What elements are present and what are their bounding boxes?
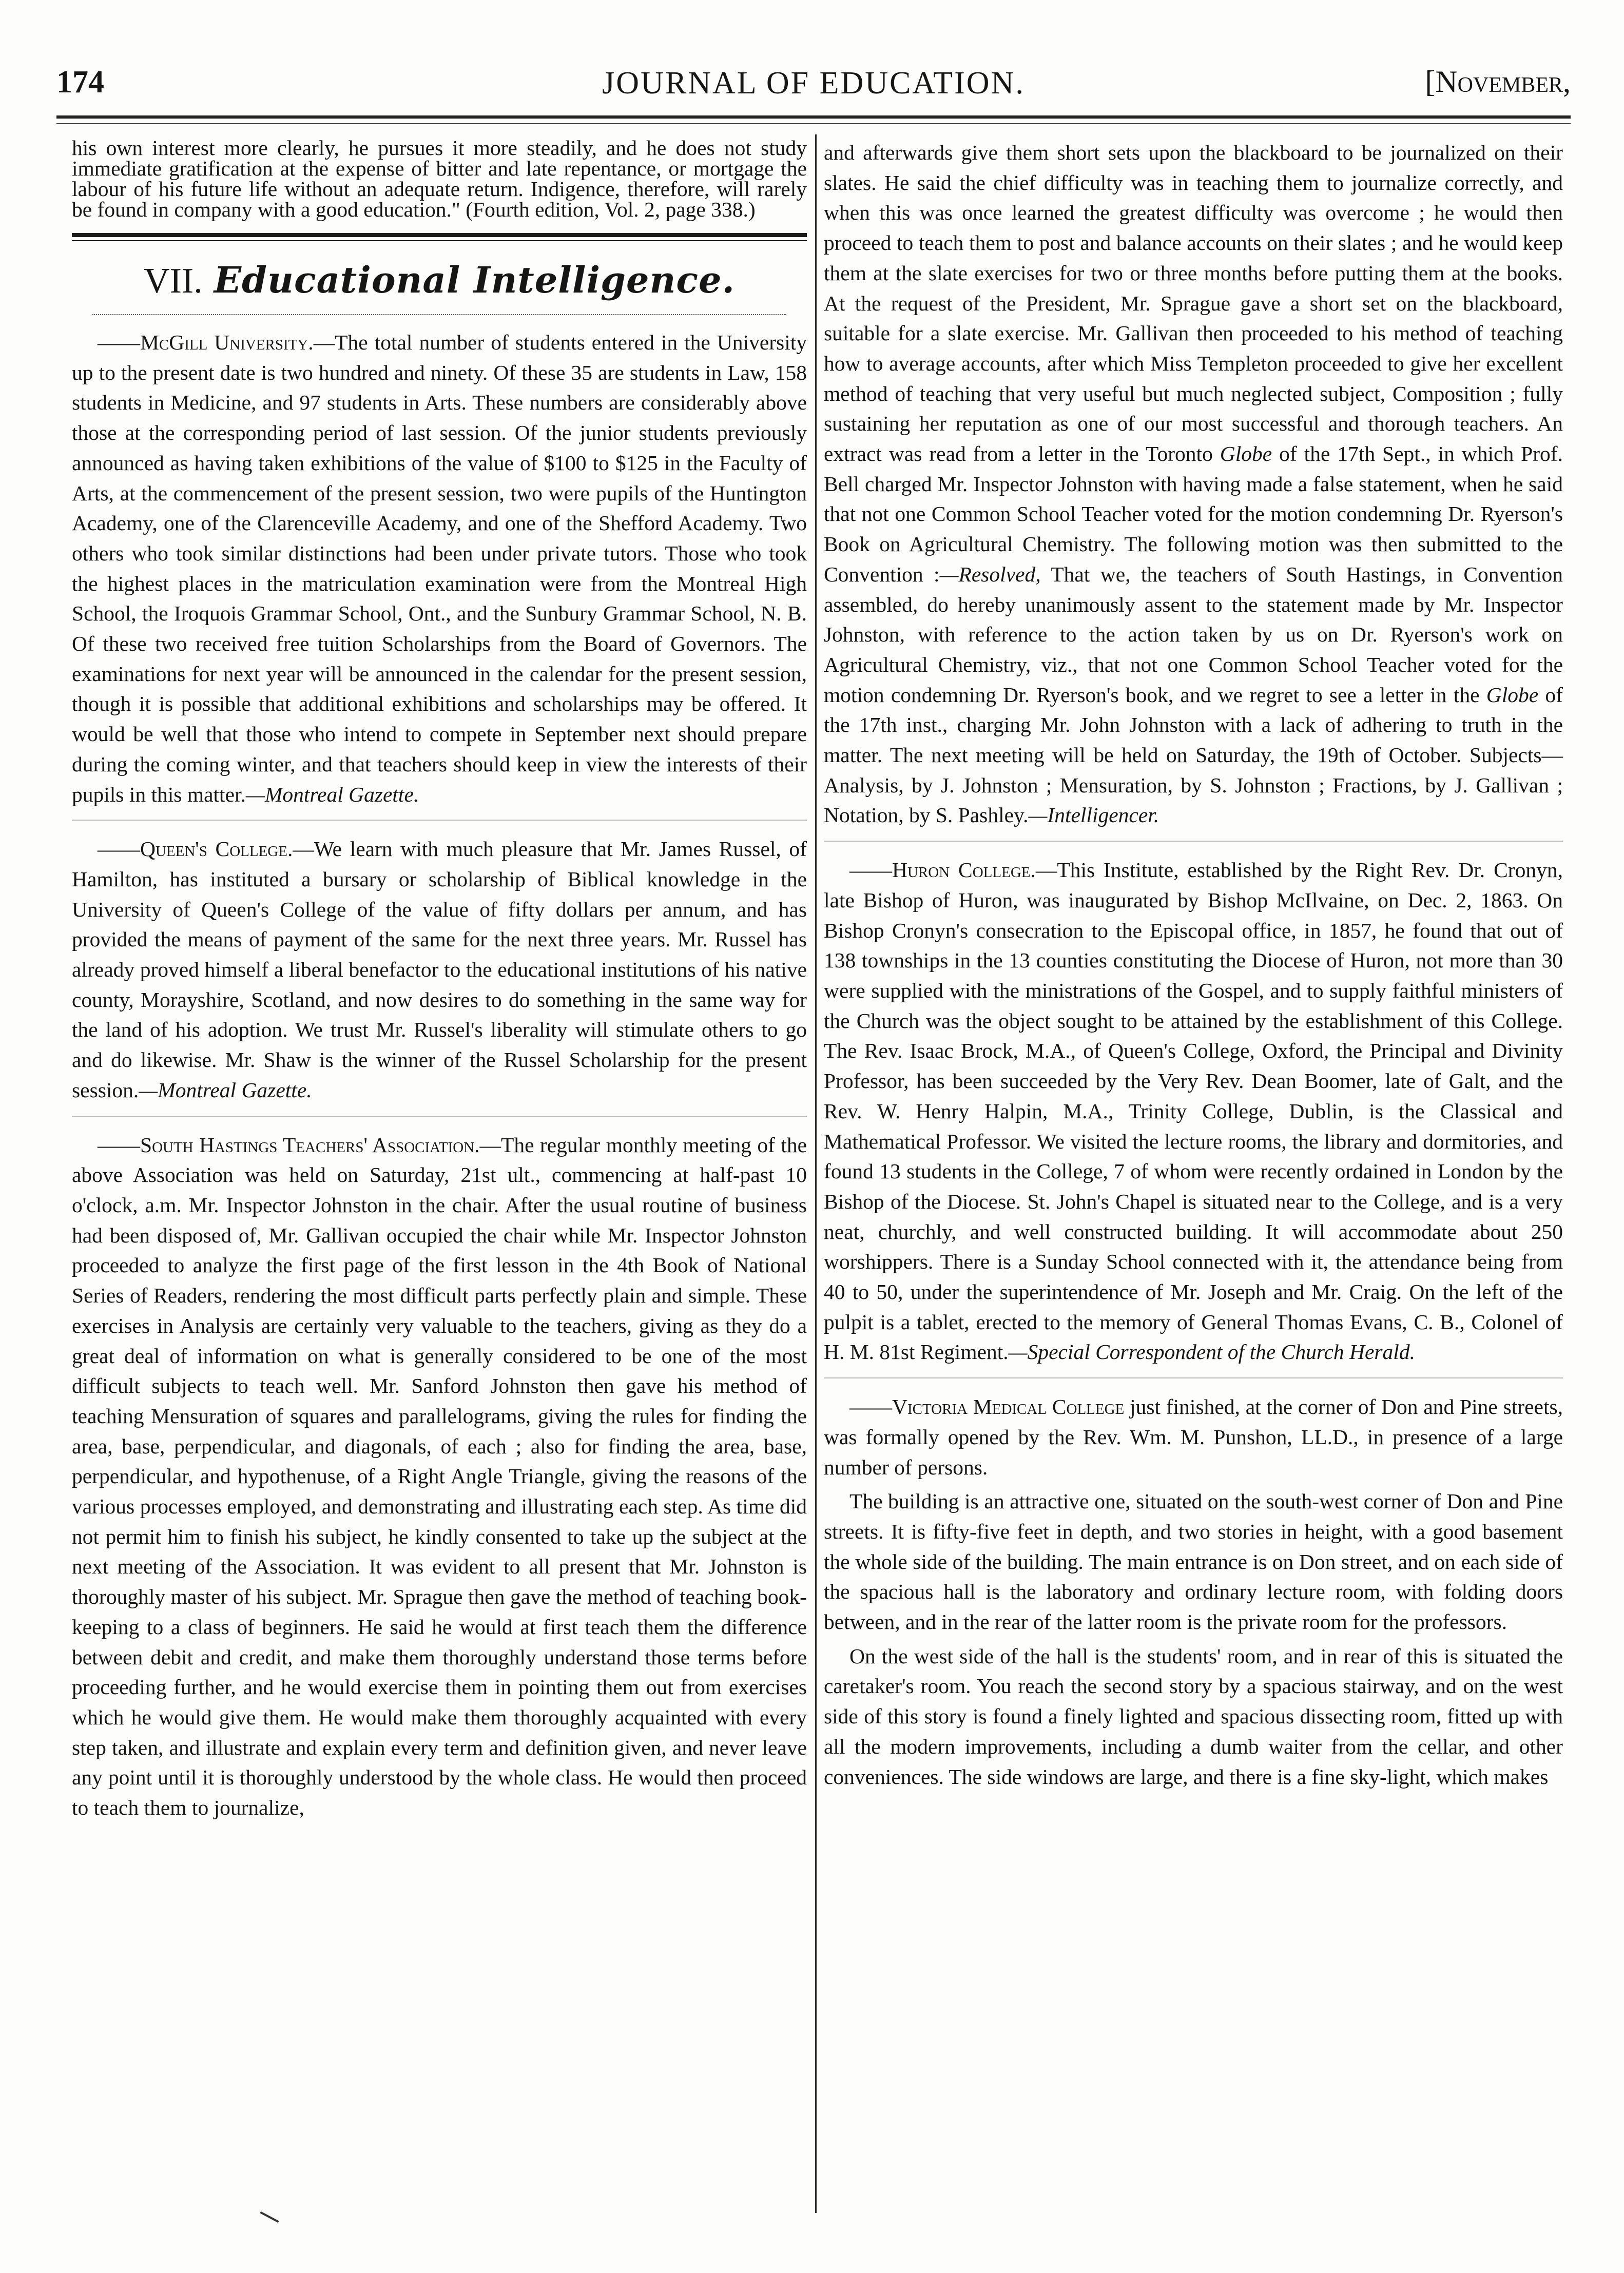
header-rule [56,115,1571,119]
newspaper-name: Globe [1486,683,1539,707]
article-separator [824,841,1563,842]
article-source-huron: —Special Correspondent of the Church Herald. [1008,1340,1415,1364]
section-heading [72,259,807,303]
article-body-continued-2: of the 17th Sept., in which Prof. Bell charged Mr. Inspector Johnston with having made a false statement, when he said that not one Common School Teacher voted for the motion condemning Dr. Ryerson's Book on Agricultural Chemistry. The following motion was then submitted to the Convention : [824,442,1563,586]
article-south-hastings [72,1130,807,1823]
month-label: [November, [1425,65,1571,99]
article-dash: —— [849,1395,892,1419]
article-source-south-hastings: —Intelligencer. [1028,803,1159,827]
article-dash: —— [849,858,892,882]
right-column [824,138,1563,1792]
article-queens [72,834,807,1105]
article-south-hastings-continued [824,138,1563,830]
journal-title: JOURNAL OF EDUCATION. [602,66,1025,101]
article-separator [72,820,807,821]
article-dash: —— [98,1133,140,1157]
article-title-mcgill: McGill University. [140,331,314,354]
running-head [56,64,1571,110]
article-body-huron: —This Institute, established by the Right Rev. Dr. Cronyn, late Bishop of Huron, was inaugurated by Bishop McIlvaine, on Dec. 2, 1863. On Bishop Cronyn's consecration to the Episcopal office, in 1857, he found that out of 138 townships in the 13 counties constituting the Diocese of Huron, not more than 30 were supplied with the ministrations of the Gospel, and to supply faithful ministers of the Church was the object sought to be attained by the establishment of this College. The Rev. Isaac Brock, M.A., of Queen's College, Oxford, the Principal and Divinity Professor, has been succeeded by the Very Rev. Dean Boomer, late of Galt, and the Rev. W. Henry Halpin, M.A., Trinity College, Dublin, is the Classical and Mathematical Professor. We visited the lecture rooms, the library and dormitories, and found 13 students in the College, 7 of whom were recently ordained in London by the Bishop of the Diocese. St. John's Chapel is situated near to the College, and is a very neat, churchly, and well constructed building. It will accommodate about 250 worshippers. There is a Sunday School connected with it, the attendance being from 40 to 50, under the superintendence of Mr. Joseph and Mr. Craig. On the left of the pulpit is a tablet, erected to the memory of General Thomas Evans, C. B., Colonel of H. M. 81st Regiment. [824,858,1563,1364]
stray-ink-mark [260,2211,279,2223]
article-body-continued-4: of the 17th inst., charging Mr. John Johnston with a lack of adhering to truth in the matter. The next meeting will be held on Saturday, the 19th of October. Subjects—Analysis, by J. Johnston ; Mensuration, by S. Johnston ; Fractions, by J. Gallivan ; Notation, by S. Pashley. [824,683,1563,827]
article-mcgill [72,327,807,809]
article-title-queens: Queen's College. [140,837,293,861]
article-body-queens: —We learn with much pleasure that Mr. James Russel, of Hamilton, has instituted a bursary or scholarship of Biblical knowledge in the University of Queen's College of the value of fifty dollars per annum, and has provided the means of payment of the same for the next three years. Mr. Russel has already proved himself a liberal benefactor to the educational institutions of his native county, Morayshire, Scotland, and now desires to do something in the same way for the land of his adoption. We trust Mr. Russel's liberality will stimulate others to go and do likewise. Mr. Shaw is the winner of the Russel Scholarship for the present session. [72,837,807,1102]
section-rule [72,233,807,237]
article-dash: —— [98,837,140,861]
article-separator [72,1116,807,1117]
article-source-mcgill: —Montreal Gazette. [245,782,419,806]
resolution-label: —Resolved, [939,562,1041,586]
article-title-huron: Huron College. [892,858,1036,882]
article-huron [824,855,1563,1367]
article-body-south-hastings: —The regular monthly meeting of the above Association was held on Saturday, 21st ult., commencing at half-past 10 o'clock, a.m. Mr. Inspector Johnston in the chair. After the usual routine of business had been disposed of, Mr. Gallivan occupied the chair while Mr. Inspector Johnston proceeded to analyze the first page of the first lesson in the 4th Book of National Series of Readers, rendering the most difficult parts perfectly plain and simple. These exercises in Analysis are certainly very valuable to the teachers, giving as they do a great deal of information on what is generally considered to be one of the most difficult subjects to teach well. Mr. Sanford Johnston then gave his method of teaching Mensuration of squares and parallelograms, giving the rules for finding the area, base, perpendicular, and diagonals, of each ; also for finding the area, base, perpendicular, and hypothenuse, of a Right Angle Triangle, giving the reasons of the various processes employed, and demonstrating and illustrating each step. As time did not permit him to finish his subject, he kindly consented to take up the subject at the next meeting of the Association. It was evident to all present that Mr. Johnston is thoroughly master of his subject. Mr. Sprague then gave the method of teaching book-keeping to a class of beginners. He said he would at first teach them the difference between debit and credit, and make them thoroughly understand those terms before proceeding further, and he would exercise them in pointing them out from exercises which he would give them. He would make them thoroughly acquainted with every step taken, and illustrate and explain every term and definition given, and never leave any point until it is thoroughly understood by the whole class. He would then proceed to teach them to journalize, [72,1133,807,1820]
section-number: VII. [144,261,203,301]
article-victoria [824,1392,1563,1482]
left-column [72,138,807,1823]
article-victoria-para-3: On the west side of the hall is the students' room, and in rear of this is situated the caretaker's room. You reach the second story by a spacious stairway, and on the west side of this story is found a finely lighted and spacious dissecting room, fitted up with all the modern improvements, including a dumb waiter from the cellar, and other conveniences. The side windows are large, and there is a fine sky-light, which makes [824,1644,1563,1789]
article-body-continued: and afterwards give them short sets upon the blackboard to be journalized on their slates. He said the chief difficulty was in teaching them to journalize correctly, and when this was once learned the greatest difficulty was overcome ; he would then proceed to teach them to post and balance accounts on their slates ; and he would keep them at the slate exercises for two or three months before putting them at the books. At the request of the President, Mr. Sprague gave a short set on the blackboard, suitable for a slate exercise. Mr. Gallivan then proceeded to his method of teaching how to average accounts, after which Miss Templeton proceeded to give her excellent method of teaching that very useful but much neglected subject, Composition ; fully sustaining her reputation as one of our most successful and thorough teachers. An extract was read from a letter in the Toronto [824,141,1563,466]
section-title: Educational Intelligence. [214,259,735,301]
article-victoria-para-2: The building is an attractive one, situated on the south-west corner of Don and Pine streets. It is fifty-five feet in depth, and two stories in height, with a good basement the whole side of the building. The main entrance is on Don street, and on each side of the spacious hall is the laboratory and ordinary lecture room, with folding doors between, and in the rear of the latter room is the private room for the professors. [824,1489,1563,1634]
article-body-victoria: just finished, at the corner of Don and Pine streets, was formally opened by the Rev. Wm. M. Punshon, LL.D., in presence of a large number of persons. [824,1395,1563,1479]
continued-quotation: his own interest more clearly, he pursues it more steadily, and he does not study immediate gratification at the expense of bitter and late repentance, or mortgage the labour of his future life without an adequate return. Indigence, therefore, will rarely be found in company with a good education." (Fourth edition, Vol. 2, page 338.) [72,136,807,221]
section-rule-thin [72,240,807,241]
article-body-mcgill: —The total number of students entered in the University up to the present date is two hundred and ninety. Of these 35 are students in Law, 158 students in Medicine, and 97 students in Arts. These numbers are considerably above those at the corresponding period of last session. Of the junior students previously announced as having taken exhibitions of the value of $100 to $125 in the Faculty of Arts, at the commencement of the present session, two were pupils of the Huntington Academy, one of the Clarenceville Academy, and one of the Shefford Academy. Two others who took similar distinctions had been under private tutors. Those who took the highest places in the matriculation examination were from the Montreal High School, the Iroquois Grammar School, Ont., and the Sunbury Grammar School, N. B. Of these two received free tuition Scholarships from the Board of Governors. The examinations for next year will be announced in the calendar for the present session, though it is possible that additional exhibitions and scholarships may be offered. It would be well that those who intend to compete in September next should prepare during the coming winter, and that teachers should keep in view the interests of their pupils in this matter. [72,331,807,806]
article-title-victoria: Victoria Medical College [892,1395,1125,1419]
article-source-queens: —Montreal Gazette. [139,1078,312,1102]
article-dash: —— [98,331,140,354]
column-divider [815,134,817,2213]
header-rule-thin [56,123,1571,124]
article-body-continued-3: That we, the teachers of South Hastings, in Convention assembled, do hereby unanimously assent to the statement made by Mr. Inspector Johnston, with reference to the action taken by us on Dr. Ryerson's work on Agricultural Chemistry, viz., that not one Common School Teacher voted for the motion condemning Dr. Ryerson's book, and we regret to see a letter in the [824,562,1563,707]
article-title-south-hastings: South Hastings Teachers' Association. [140,1133,480,1157]
page-number: 174 [56,65,104,100]
article-separator [824,1377,1563,1378]
newspaper-name: Globe [1220,442,1272,466]
ornamental-rule [92,314,786,320]
